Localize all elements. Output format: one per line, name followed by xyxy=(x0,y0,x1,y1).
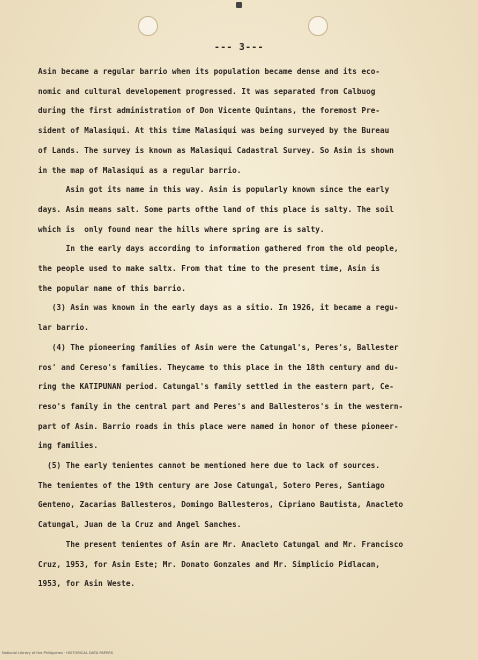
text-line: (5) The early tenientes cannot be mentioned here due to lack of sources. xyxy=(38,461,381,471)
text-line: the popular name of this barrio. xyxy=(38,283,186,293)
text-line: in the map of Malasiqui as a regular barrio. xyxy=(38,165,242,175)
scan-marker-icon xyxy=(236,2,242,8)
text-line: Catungal, Juan de la Cruz and Angel Sanches. xyxy=(38,520,242,530)
punch-hole-right-icon xyxy=(308,16,328,36)
text-line: nomic and cultural developement progressed. It was separated from Calbuog xyxy=(38,86,376,96)
text-line: ing families. xyxy=(38,441,99,451)
text-line: the people used to make saltx. From that time to the present time, Asin is xyxy=(38,264,381,274)
text-line: Asin got its name in this way. Asin is popularly known since the early xyxy=(38,185,390,195)
text-line: (3) Asin was known in the early days as a sitio. In 1926, it became a regu- xyxy=(38,303,399,313)
text-line: 1953, for Asin Weste. xyxy=(38,579,136,589)
text-line: days. Asin means salt. Some parts ofthe land of this place is salty. The soil xyxy=(38,204,394,214)
typed-body-text xyxy=(38,62,443,594)
text-line: part of Asin. Barrio roads in this place were named in honor of these pioneer- xyxy=(38,421,399,431)
text-line: sident of Malasiqui. At this time Malasiqui was being surveyed by the Bureau xyxy=(38,126,390,136)
text-line: Genteno, Zacarias Ballesteros, Domingo Ballesteros, Cipriano Bautista, Anacleto xyxy=(38,500,404,510)
page-number: --- 3--- xyxy=(214,42,264,53)
text-line: of Lands. The survey is known as Malasiqui Cadastral Survey. So Asin is shown xyxy=(38,145,394,155)
text-line: Cruz, 1953, for Asin Este; Mr. Donato Gonzales and Mr. Simplicio Pidlacan, xyxy=(38,559,381,569)
text-line: lar barrio. xyxy=(38,323,89,333)
text-line: ros' and Cereso's families. Theycame to this place in the 18th century and du- xyxy=(38,362,399,372)
text-line: In the early days according to information gathered from the old people, xyxy=(38,244,399,254)
text-line: during the first administration of Don Vicente Quintans, the foremost Pre- xyxy=(38,106,381,116)
text-line: The present tenientes of Asin are Mr. Anacleto Catungal and Mr. Francisco xyxy=(38,539,404,549)
text-line: Asin became a regular barrio when its population became dense and its eco- xyxy=(38,67,381,76)
text-line: ring the KATIPUNAN period. Catungal's family settled in the eastern part, Ce- xyxy=(38,382,394,392)
text-line: reso's family in the central part and Peres's and Ballesteros's in the western- xyxy=(38,401,404,411)
punch-hole-left-icon xyxy=(138,16,158,36)
archive-footer: National Library of the Philippines · HISTORICAL DATA PAPERS xyxy=(2,651,114,655)
text-line: (4) The pioneering families of Asin were the Catungal's, Peres's, Ballester xyxy=(38,342,399,352)
text-line: which is only found near the hills where spring are is salty. xyxy=(38,224,325,234)
text-line: The tenientes of the 19th century are Jose Catungal, Sotero Peres, Santiago xyxy=(38,480,385,490)
